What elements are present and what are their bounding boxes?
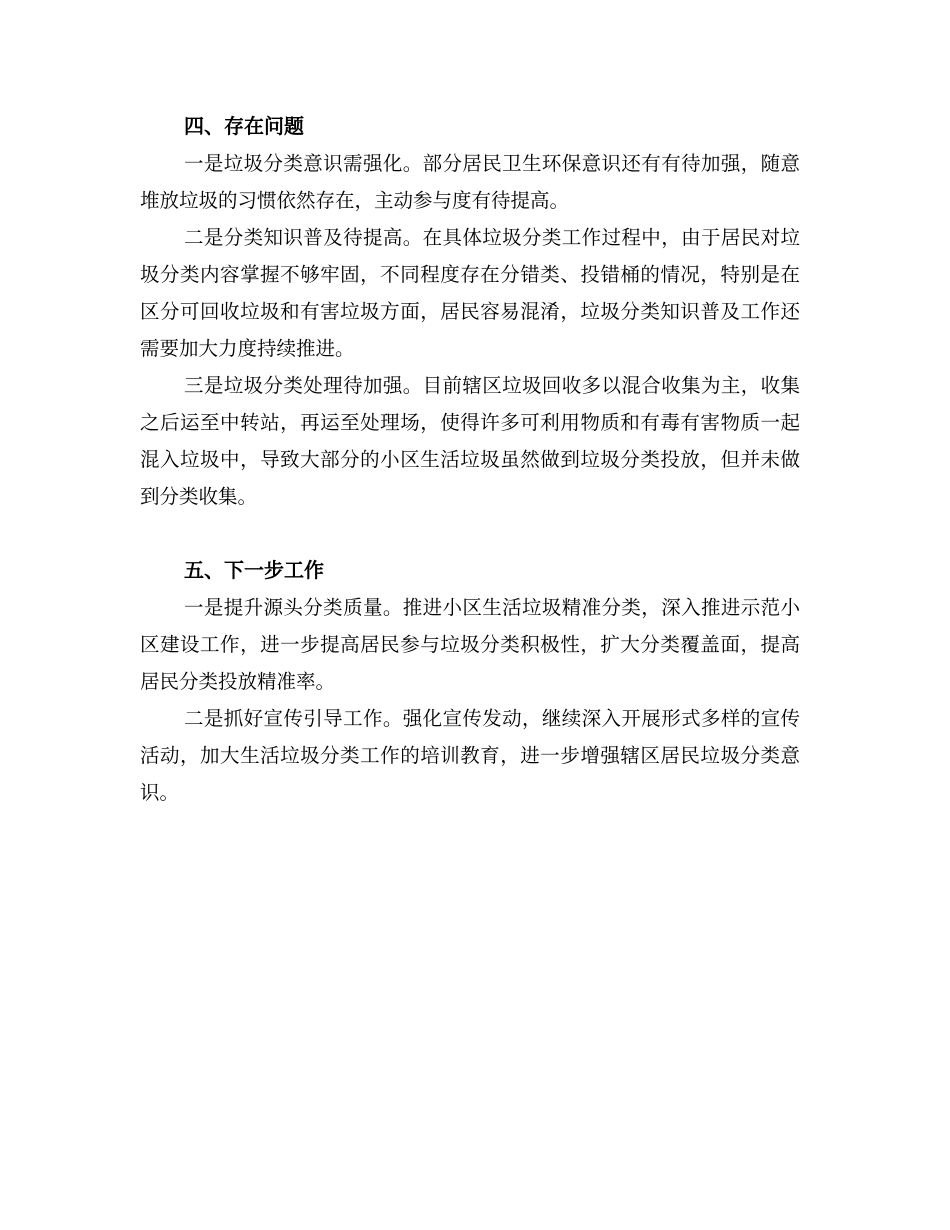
paragraph: 二是分类知识普及待提高。在具体垃圾分类工作过程中，由于居民对垃圾分类内容掌握不够牢固，不同程度存在分错类、投错桶的情况，特别是在区分可回收垃圾和有害垃圾方面，居民容易混淆，垃圾分类知识普及工作还需要加大力度持续推进。 — [140, 226, 800, 360]
section-next-steps — [140, 552, 800, 811]
document-page — [140, 108, 800, 811]
paragraph: 三是垃圾分类处理待加强。目前辖区垃圾回收多以混合收集为主，收集之后运至中转站，再运至处理场，使得许多可利用物质和有毒有害物质一起混入垃圾中，导致大部分的小区生活垃圾虽然做到垃圾分类投放，但并未做到分类收集。 — [140, 374, 800, 508]
paragraph: 一是垃圾分类意识需强化。部分居民卫生环保意识还有有待加强，随意堆放垃圾的习惯依然存在，主动参与度有待提高。 — [140, 152, 800, 212]
section-heading: 五、下一步工作 — [184, 558, 324, 582]
section-existing-problems — [140, 108, 800, 515]
paragraph: 一是提升源头分类质量。推进小区生活垃圾精准分类，深入推进示范小区建设工作，进一步提高居民参与垃圾分类积极性，扩大分类覆盖面，提高居民分类投放精准率。 — [140, 596, 800, 693]
section-heading: 四、存在问题 — [184, 114, 304, 138]
paragraph: 二是抓好宣传引导工作。强化宣传发动，继续深入开展形式多样的宣传活动，加大生活垃圾分类工作的培训教育，进一步增强辖区居民垃圾分类意识。 — [140, 707, 800, 804]
